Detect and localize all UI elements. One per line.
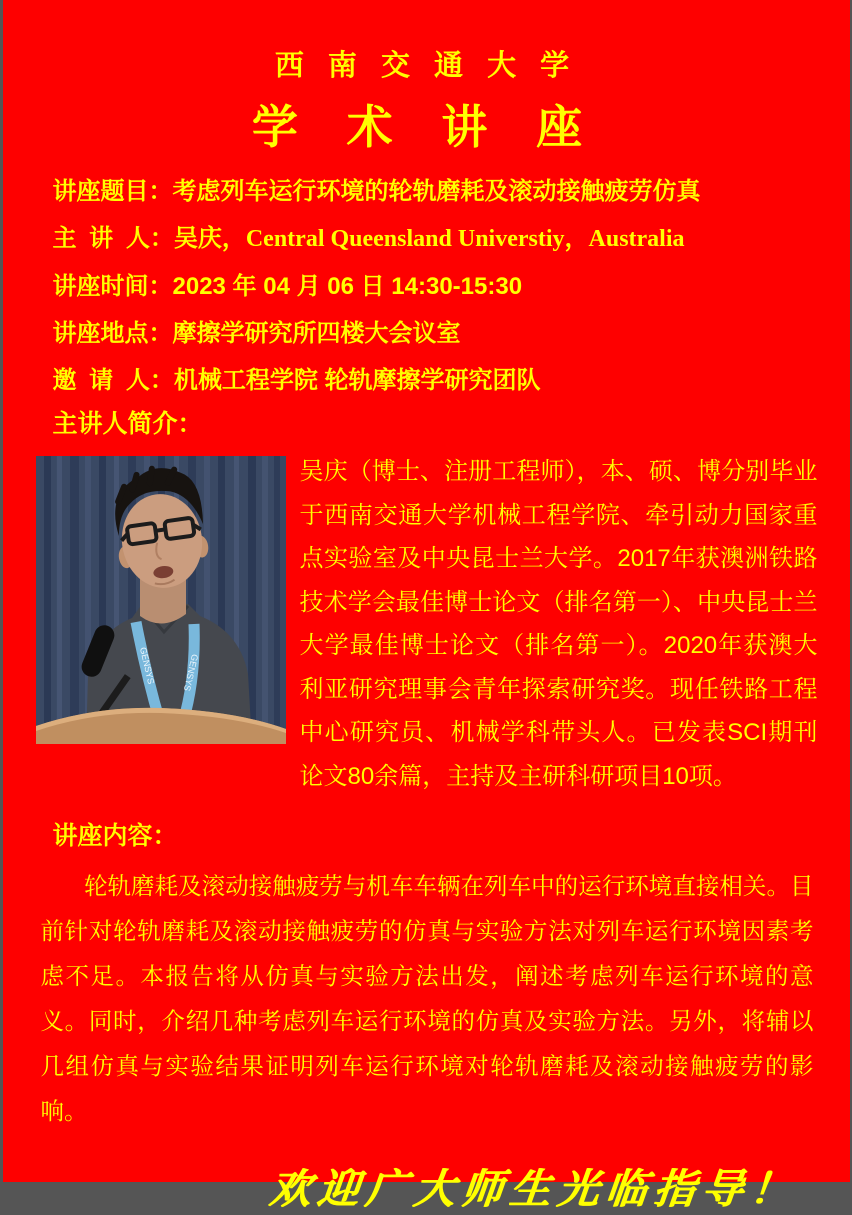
inviter-value: 机械工程学院 轮轨摩擦学研究团队 xyxy=(173,367,541,394)
speaker-affiliation: Central Queensland Universtiy，Australia xyxy=(245,226,685,252)
speaker-photo xyxy=(36,456,286,744)
lecture-topic-line xyxy=(53,168,820,215)
speaker-bio: 吴庆（博士、注册工程师），本、硕、博分别毕业于西南交通大学机械工程学院、牵引动力国家重点实验室及中央昆士兰大学。2017年获澳洲铁路技术学会最佳博士论文（排名第一）、中央昆士兰大学最佳博士论文（排名第一）。2020年获澳大利亚研究理事会青年探索研究奖。现任铁路工程中心研究员、机械学科带头人。已发表SCI期刊论文80余篇，主持及主研科研项目10项。 xyxy=(299,458,818,790)
speaker-label: 主 讲 人： xyxy=(52,225,174,252)
lanyard-text-left: GENSYS xyxy=(137,646,156,686)
speaker-photo-illustration xyxy=(36,456,286,744)
lecture-info-list xyxy=(53,168,820,444)
lecture-venue-label: 讲座地点： xyxy=(52,320,173,347)
lecture-topic-value: 考虑列车运行环境的轮轨磨耗及滚动接触疲劳仿真 xyxy=(172,178,701,205)
poster-title: 学 术 讲 座 xyxy=(251,101,601,153)
speaker-line xyxy=(53,215,820,263)
lecture-poster xyxy=(3,0,850,1213)
lecture-topic-label: 讲座题目： xyxy=(52,178,173,205)
lecture-venue-line xyxy=(53,310,820,357)
lecture-time-line xyxy=(53,263,820,310)
lecture-venue-value: 摩擦学研究所四楼大会议室 xyxy=(172,320,461,347)
welcome-message: 欢迎广大师生光临指导！ xyxy=(266,1165,800,1213)
lecture-content: 轮轨磨耗及滚动接触疲劳与机车车辆在列车中的运行环境直接相关。目前针对轮轨磨耗及滚动接触疲劳的仿真与实验方法对列车运行环境因素考虑不足。本报告将从仿真与实验方法出发，阐述考虑列车运行环境的意义。同时，介绍几种考虑列车运行环境的仿真及实验方法。另外，将辅以几组仿真与实验结果证明列车运行环境对轮轨磨耗及滚动接触疲劳的影响。 xyxy=(40,873,814,1124)
inviter-label: 邀 请 人： xyxy=(52,367,174,394)
lanyard-text-right: GENSYS xyxy=(181,653,200,693)
lecture-time-label: 讲座时间： xyxy=(52,273,173,300)
university-name: 西 南 交 通 大 学 xyxy=(274,50,578,82)
speaker-name: 吴庆， xyxy=(173,225,246,252)
inviter-line xyxy=(53,357,820,404)
bio-section-header: 主讲人简介： xyxy=(52,410,203,438)
speaker-section xyxy=(36,456,818,798)
lecture-time-value: 2023 年 04 月 06 日 14:30-15:30 xyxy=(172,273,523,300)
content-section-header: 讲座内容： xyxy=(52,822,178,850)
